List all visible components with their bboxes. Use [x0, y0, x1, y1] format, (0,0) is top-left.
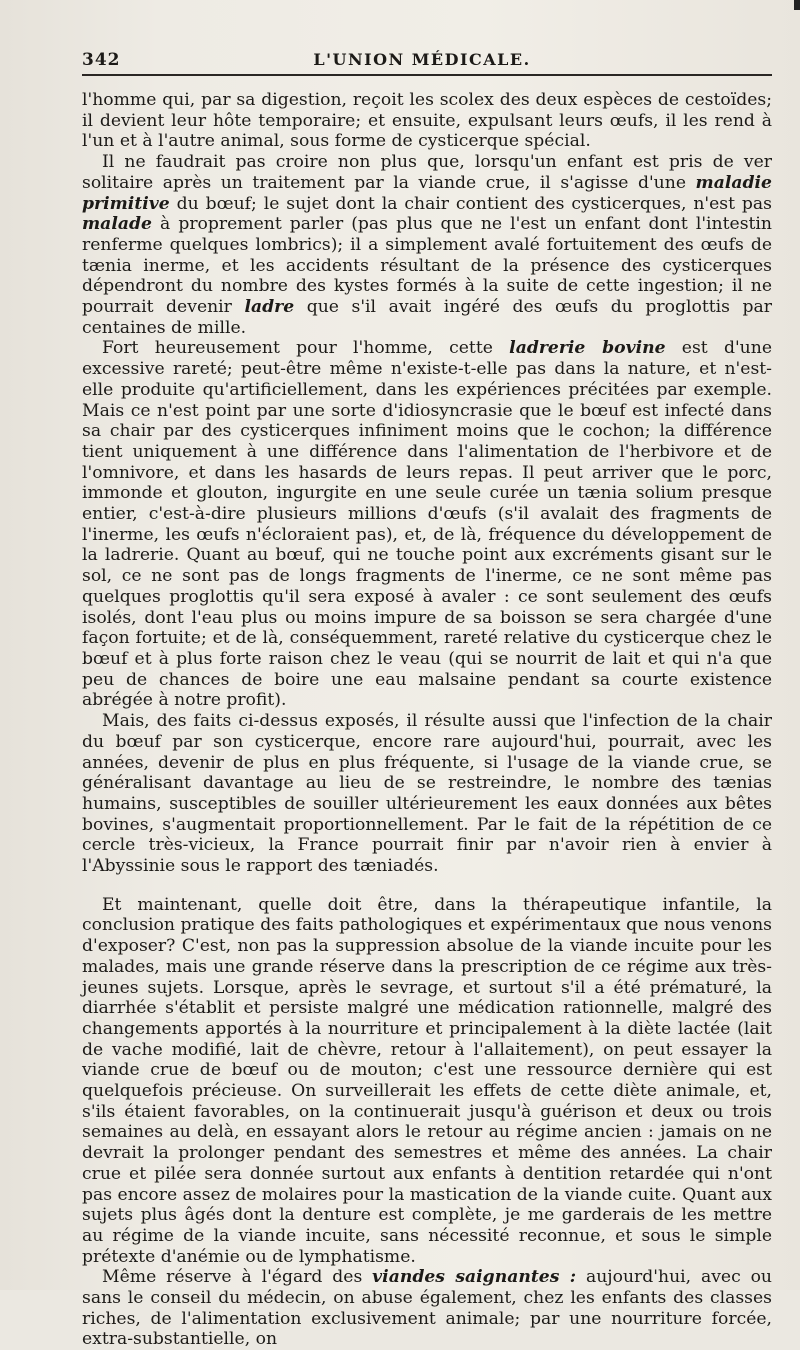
- running-head: L'UNION MÉDICALE.: [313, 50, 531, 69]
- text-run: à proprement parler (pas plus que ne l'est un enfant dont l'intestin renferme quelques lombrics); il a simplement avalé fortuitement des œufs de tænia inerme, et les accidents résultant de la présence des cysticerques dépendront du nombre des kystes formés à la suite de cette ingestion; il ne pourrait devenir: [82, 214, 772, 318]
- text-run: Même réserve à l'égard des: [102, 1267, 373, 1288]
- paragraph: [82, 152, 772, 338]
- page-edge-mark: [794, 0, 800, 10]
- text-run: Mais, des faits ci-dessus exposés, il résulte aussi que l'infection de la chair du bœuf par son cysticerque, encore rare aujourd'hui, pourrait, avec les années, devenir de plus en plus fréquente, si l'usage de la viande crue, se généralisant davantage au lieu de se restreindre, le nombre des tænias humains, susceptibles de souiller ultérieurement les eaux données aux bêtes bovines, s'augmentait proportionnellement. Par le fait de la répétition de ce cercle très-vicieux, la France pourrait finir par n'avoir rien à envier à l'Abyssinie sous le rapport des tæniadés.: [82, 711, 772, 877]
- paragraph: [82, 338, 772, 711]
- text-run: Il ne faudrait pas croire non plus que, lorsqu'un enfant est pris de ver solitaire après un traitement par la viande crue, il s'agisse d'une: [82, 152, 772, 193]
- italic-term: ladrerie bovine: [509, 338, 666, 359]
- page-header: [82, 44, 762, 74]
- paragraph: [82, 895, 772, 1268]
- text-run: aujourd'hui, avec ou sans le conseil du médecin, on abuse également, chez les enfants des classes riches, de l'alimentation exclusivement animale; par une nourriture forcée, extra-substantielle, on: [82, 1267, 773, 1350]
- italic-term: ladre: [244, 297, 295, 318]
- text-run: l'homme qui, par sa digestion, reçoit les scolex des deux espèces de cestoïdes; il devient leur hôte temporaire; et ensuite, expulsant leurs œufs, il les rend à l'un et à l'autre animal, sous forme de cysticerque spécial.: [82, 90, 772, 152]
- page-number: 342: [82, 50, 121, 70]
- paragraph: [82, 1267, 772, 1350]
- text-run: que s'il avait ingéré des œufs du proglottis par centaines de mille.: [82, 297, 772, 338]
- text-run: Et maintenant, quelle doit être, dans la thérapeutique infantile, la conclusion pratique des faits pathologiques et expérimentaux que nous venons d'exposer? C'est, non pas la suppression absolue de la viande incuite pour les malades, mais une grande réserve dans la prescription de ce régime aux très-jeunes sujets. Lorsque, après le sevrage, et surtout s'il a été prématuré, la diarrhée s'établit et persiste malgré une médication rationnelle, malgré des changements apportés à la nourriture et principalement à la diète lactée (lait de vache modifié, lait de chèvre, retour à l'allaitement), on peut essayer la viande crue de bœuf ou de mouton; c'est une ressource dernière qui est quelquefois précieuse. On surveillerait les effets de cette diète animale, et, s'ils étaient favorables, on la continuerait jusqu'à guérison et deux ou trois semaines au delà, en essayant alors le retour au régime ancien : jamais on ne devrait la prolonger pendant des semestres et même des années. La chair crue et pilée sera donnée surtout aux enfants à dentition retardée qui n'ont pas encore assez de molaires pour la mastication de la viande cuite. Quant aux sujets plus âgés dont la denture est complète, je me garderais de les mettre au régime de la viande incuite, sans nécessité reconnue, et sous le simple prétexte d'anémie ou de lymphatisme.: [82, 894, 772, 1267]
- paragraph: [82, 90, 772, 152]
- italic-term: viandes saignantes :: [372, 1267, 577, 1288]
- italic-term: malade: [82, 214, 152, 235]
- text-run: du bœuf; le sujet dont la chair contient des cysticerques, n'est pas: [169, 193, 772, 214]
- article-body: [82, 90, 772, 1350]
- text-run: est d'une excessive rareté; peut-être même n'existe-t-elle pas dans la nature, et n'est-elle produite qu'artificiellement, dans les expériences précitées par exemple. Mais ce n'est point par une sorte d'idiosyncrasie que le bœuf est infecté dans sa chair par des cysticerques infiniment moins que le cochon; la différence tient uniquement à une différence dans l'alimentation de l'herbivore et de l'omnivore, et dans les hasards de leurs repas. Il peut arriver que le porc, immonde et glouton, ingurgite en une seule curée un tænia solium presque entier, c'est-à-dire plusieurs millions d'œufs (s'il avalait des fragments de l'inerme, les œufs n'écloraient pas), et, de là, fréquence du développement de la ladrerie. Quant au bœuf, qui ne touche point aux excréments gisant sur le sol, ce ne sont pas de longs fragments de l'inerme, ce ne sont même pas quelques proglottis qu'il sera exposé à avaler : ce sont seulement des œufs isolés, dont l'eau plus ou moins impure de sa boisson se sera chargée d'une façon fortuite; et de là, conséquemment, rareté relative du cysticerque chez le bœuf et à plus forte raison chez le veau (qui se nourrit de lait et qui n'a que peu de chances de boire une eau malsaine pendant sa courte existence abrégée à notre profit).: [82, 338, 772, 711]
- text-run: Fort heureusement pour l'homme, cette: [102, 338, 510, 359]
- paragraph: [82, 711, 772, 877]
- italic-term: maladie primitive: [82, 172, 772, 214]
- header-rule: [82, 74, 772, 76]
